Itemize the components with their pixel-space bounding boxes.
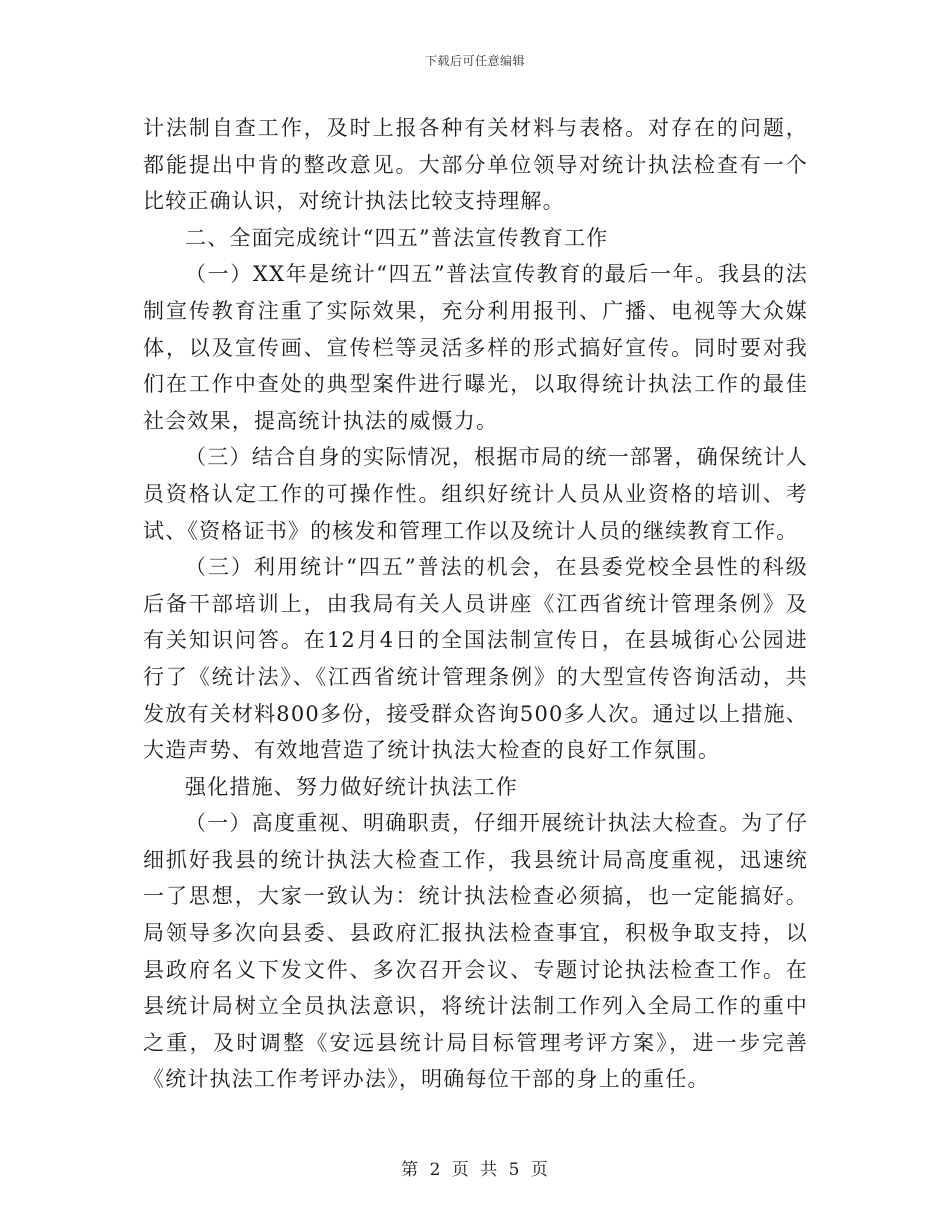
paragraph-5: （三）利用统计“四五”普法的机会，在县委党校全县性的科级后备干部培训上，由我局有关人员讲座《江西省统计管理条例》及有关知识问答。在12月4日的全国法制宣传日，在县城街心公园进行了《统计法》、《江西省统计管理条例》的大型宣传咨询活动，共发放有关材料800多份，接受群众咨询500多人次。通过以上措施、大造声势、有效地营造了统计执法大检查的良好工作氛围。 (143, 555, 808, 763)
document-body (143, 110, 808, 1098)
paragraph-3: （一）XX年是统计“四五”普法宣传教育的最后一年。我县的法制宣传教育注重了实际效果，充分利用报刊、广播、电视等大众媒体，以及宣传画、宣传栏等灵活多样的形式搞好宣传。同时要对我们在工作中查处的典型案件进行曝光，以取得统计执法工作的最佳社会效果，提高统计执法的威慑力。 (143, 262, 808, 433)
paragraph-4: （三）结合自身的实际情况，根据市局的统一部署，确保统计人员资格认定工作的可操作性。组织好统计人员从业资格的培训、考试、《资格证书》的核发和管理工作以及统计人员的继续教育工作。 (143, 445, 808, 543)
paragraph-7: （一）高度重视、明确职责，仔细开展统计执法大检查。为了仔细抓好我县的统计执法大检查工作，我县统计局高度重视，迅速统一了思想，大家一致认为：统计执法检查必须搞，也一定能搞好。局领导多次向县委、县政府汇报执法检查事宜，积极争取支持，以县政府名义下发文件、多次召开会议、专题讨论执法检查工作。在县统计局树立全员执法意识，将统计法制工作列入全局工作的重中之重，及时调整《安远县统计局目标管理考评方案》，进一步完善《统计执法工作考评办法》，明确每位干部的身上的重任。 (143, 811, 808, 1092)
page-header-note: 下载后可任意编辑 (424, 54, 525, 68)
section-heading-6: 强化措施、努力做好统计执法工作 (185, 774, 518, 799)
page-number: 第 2 页 共 5 页 (401, 1160, 549, 1180)
section-heading-2: 二、全面完成统计“四五”普法宣传教育工作 (185, 225, 609, 250)
paragraph-1: 计法制自查工作，及时上报各种有关材料与表格。对存在的问题，都能提出中肯的整改意见。大部分单位领导对统计执法检查有一个比较正确认识，对统计执法比较支持理解。 (143, 116, 808, 214)
